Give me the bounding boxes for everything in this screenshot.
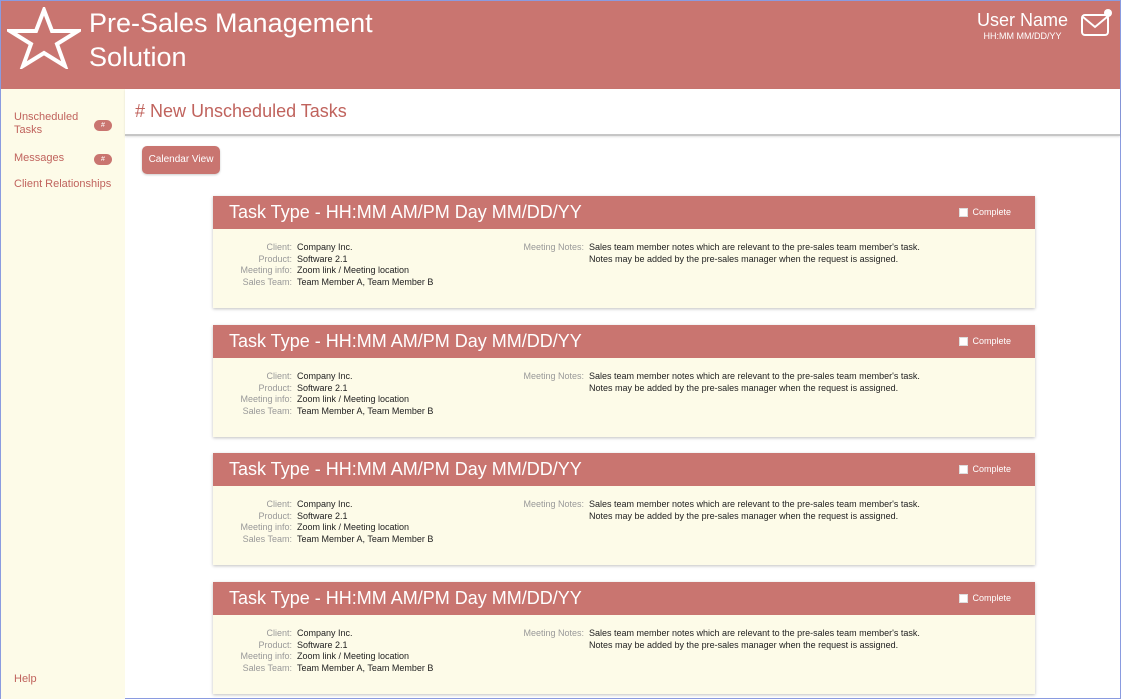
task-title: Task Type - HH:MM AM/PM Day MM/DD/YY: [229, 459, 582, 479]
meeting-info-value[interactable]: Zoom link / Meeting location: [297, 522, 410, 532]
user-timestamp: HH:MM MM/DD/YY: [983, 31, 1062, 41]
count-badge: #: [94, 154, 112, 165]
meeting-info-value[interactable]: Zoom link / Meeting location: [297, 394, 410, 404]
sidebar-item-client-relationships[interactable]: [14, 178, 122, 191]
task-card[interactable]: [213, 582, 1035, 694]
client-label: Client:: [266, 628, 292, 638]
star-icon[interactable]: [7, 7, 81, 69]
user-name[interactable]: User Name: [976, 10, 1068, 30]
meeting-notes-value: Sales team member notes which are relevant to the pre-sales team member's task. Notes may be added by the pre-sales manager when the request is assigned.: [589, 628, 920, 650]
sales-team-label: Sales Team:: [242, 276, 292, 287]
sidebar-item-label: Unscheduled Tasks: [14, 111, 79, 136]
sidebar-item-label: Client Relationships: [14, 178, 112, 190]
client-label: Client:: [266, 242, 292, 252]
meeting-info-label: Meeting info:: [240, 265, 292, 275]
task-details: [213, 242, 513, 288]
complete-label: Complete: [972, 207, 1011, 217]
sales-team-value: Team Member A, Team Member B: [297, 276, 434, 287]
product-label: Product:: [258, 510, 292, 521]
sales-team-value: Team Member A, Team Member B: [297, 662, 434, 673]
sales-team-label: Sales Team:: [242, 533, 292, 544]
meeting-info-value[interactable]: Zoom link / Meeting location: [297, 265, 410, 275]
meeting-notes-value: Sales team member notes which are relevant to the pre-sales team member's task. Notes may be added by the pre-sales manager when the request is assigned.: [589, 371, 920, 393]
calendar-view-button[interactable]: Calendar View: [142, 146, 220, 174]
meeting-notes: [513, 371, 933, 394]
complete-toggle[interactable]: [959, 207, 1011, 218]
product-value: Software 2.1: [297, 382, 348, 393]
sidebar-item-label: Messages: [14, 152, 65, 164]
task-title: Task Type - HH:MM AM/PM Day MM/DD/YY: [229, 588, 582, 608]
client-value: Company Inc.: [297, 628, 353, 638]
meeting-notes: [513, 628, 933, 651]
client-value: Company Inc.: [297, 499, 353, 509]
user-info[interactable]: [977, 9, 1068, 41]
sales-team-label: Sales Team:: [242, 405, 292, 416]
client-label: Client:: [266, 499, 292, 509]
product-label: Product:: [258, 382, 292, 393]
sidebar: [1, 89, 125, 699]
client-label: Client:: [266, 371, 292, 381]
task-details: [213, 628, 513, 674]
sales-team-value: Team Member A, Team Member B: [297, 533, 434, 544]
meeting-notes: [513, 242, 933, 265]
meeting-notes: [513, 499, 933, 522]
meeting-info-value[interactable]: Zoom link / Meeting location: [297, 651, 410, 661]
task-card-header: [213, 325, 1035, 358]
task-card[interactable]: [213, 196, 1035, 308]
meeting-notes-value: Sales team member notes which are relevant to the pre-sales team member's task. Notes may be added by the pre-sales manager when the request is assigned.: [589, 242, 920, 264]
app-header: [1, 1, 1120, 89]
app-title: Pre-Sales Management Solution: [89, 8, 373, 72]
meeting-notes-label: Meeting Notes:: [523, 628, 584, 638]
product-value: Software 2.1: [297, 510, 348, 521]
complete-checkbox[interactable]: [959, 208, 968, 217]
task-card[interactable]: [213, 453, 1035, 565]
meeting-notes-label: Meeting Notes:: [523, 242, 584, 252]
product-label: Product:: [258, 253, 292, 264]
complete-checkbox[interactable]: [959, 337, 968, 346]
complete-toggle[interactable]: [959, 593, 1011, 604]
task-card-header: [213, 582, 1035, 615]
task-details: [213, 371, 513, 417]
sidebar-item-unscheduled-tasks[interactable]: [14, 111, 122, 137]
complete-label: Complete: [972, 336, 1011, 346]
complete-checkbox[interactable]: [959, 594, 968, 603]
product-label: Product:: [258, 639, 292, 650]
mail-icon[interactable]: [1080, 8, 1112, 38]
task-card[interactable]: [213, 325, 1035, 437]
meeting-notes-label: Meeting Notes:: [523, 371, 584, 381]
page-title: # New Unscheduled Tasks: [135, 101, 347, 121]
product-value: Software 2.1: [297, 253, 348, 264]
complete-checkbox[interactable]: [959, 465, 968, 474]
complete-label: Complete: [972, 593, 1011, 603]
meeting-info-label: Meeting info:: [240, 651, 292, 661]
complete-toggle[interactable]: [959, 464, 1011, 475]
sales-team-label: Sales Team:: [242, 662, 292, 673]
task-card-header: [213, 453, 1035, 486]
sidebar-item-messages[interactable]: [14, 152, 122, 165]
meeting-notes-label: Meeting Notes:: [523, 499, 584, 509]
client-value: Company Inc.: [297, 242, 353, 252]
task-details: [213, 499, 513, 545]
product-value: Software 2.1: [297, 639, 348, 650]
complete-label: Complete: [972, 464, 1011, 474]
meeting-info-label: Meeting info:: [240, 522, 292, 532]
task-title: Task Type - HH:MM AM/PM Day MM/DD/YY: [229, 202, 582, 222]
complete-toggle[interactable]: [959, 336, 1011, 347]
task-card-header: [213, 196, 1035, 229]
count-badge: #: [94, 120, 112, 131]
sales-team-value: Team Member A, Team Member B: [297, 405, 434, 416]
client-value: Company Inc.: [297, 371, 353, 381]
meeting-info-label: Meeting info:: [240, 394, 292, 404]
meeting-notes-value: Sales team member notes which are relevant to the pre-sales team member's task. Notes may be added by the pre-sales manager when the request is assigned.: [589, 499, 920, 521]
help-link[interactable]: Help: [14, 673, 37, 685]
page-header: [125, 89, 1120, 136]
task-title: Task Type - HH:MM AM/PM Day MM/DD/YY: [229, 331, 582, 351]
